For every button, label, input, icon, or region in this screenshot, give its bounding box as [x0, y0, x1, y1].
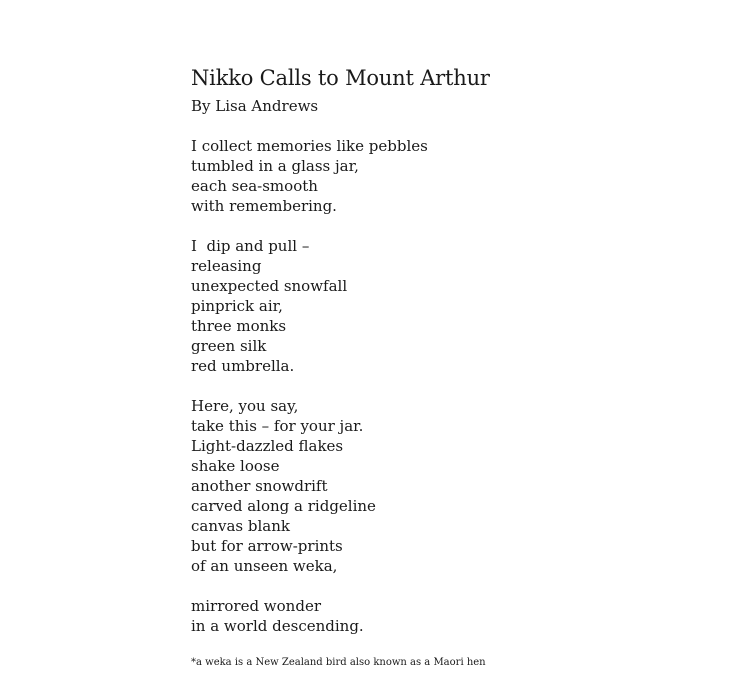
poem-line: mirrored wonder — [191, 597, 321, 615]
poem-line: of an unseen weka, — [191, 557, 338, 575]
stanza-4 — [191, 596, 711, 636]
stanza-3 — [191, 396, 711, 576]
footnote: *a weka is a New Zealand bird also known as a Maori hen — [191, 657, 486, 668]
poem-line: but for arrow-prints — [191, 537, 343, 555]
poem-line: I collect memories like pebbles — [191, 137, 428, 155]
poem-page — [191, 64, 711, 670]
poem-line: green silk — [191, 337, 267, 355]
poem-line: with remembering. — [191, 197, 337, 215]
poem-line: take this – for your jar. — [191, 417, 364, 435]
stanza-2 — [191, 236, 711, 376]
poem-line: carved along a ridgeline — [191, 497, 376, 515]
poem-byline: By Lisa Andrews — [191, 97, 319, 115]
poem-line: releasing — [191, 257, 262, 275]
poem-line: canvas blank — [191, 517, 290, 535]
poem-line: Here, you say, — [191, 397, 299, 415]
poem-line: another snowdrift — [191, 477, 328, 495]
poem-line: each sea-smooth — [191, 177, 318, 195]
poem-line: Light-dazzled flakes — [191, 437, 344, 455]
poem-line: tumbled in a glass jar, — [191, 157, 359, 175]
poem-line: three monks — [191, 317, 287, 335]
poem-title: Nikko Calls to Mount Arthur — [191, 66, 490, 90]
poem-line: in a world descending. — [191, 617, 364, 635]
poem-body — [191, 136, 711, 636]
poem-line: pinprick air, — [191, 297, 283, 315]
stanza-1 — [191, 136, 711, 216]
poem-line: I dip and pull – — [191, 237, 310, 255]
poem-line: red umbrella. — [191, 357, 295, 375]
poem-line: unexpected snowfall — [191, 277, 348, 295]
poem-line: shake loose — [191, 457, 280, 475]
